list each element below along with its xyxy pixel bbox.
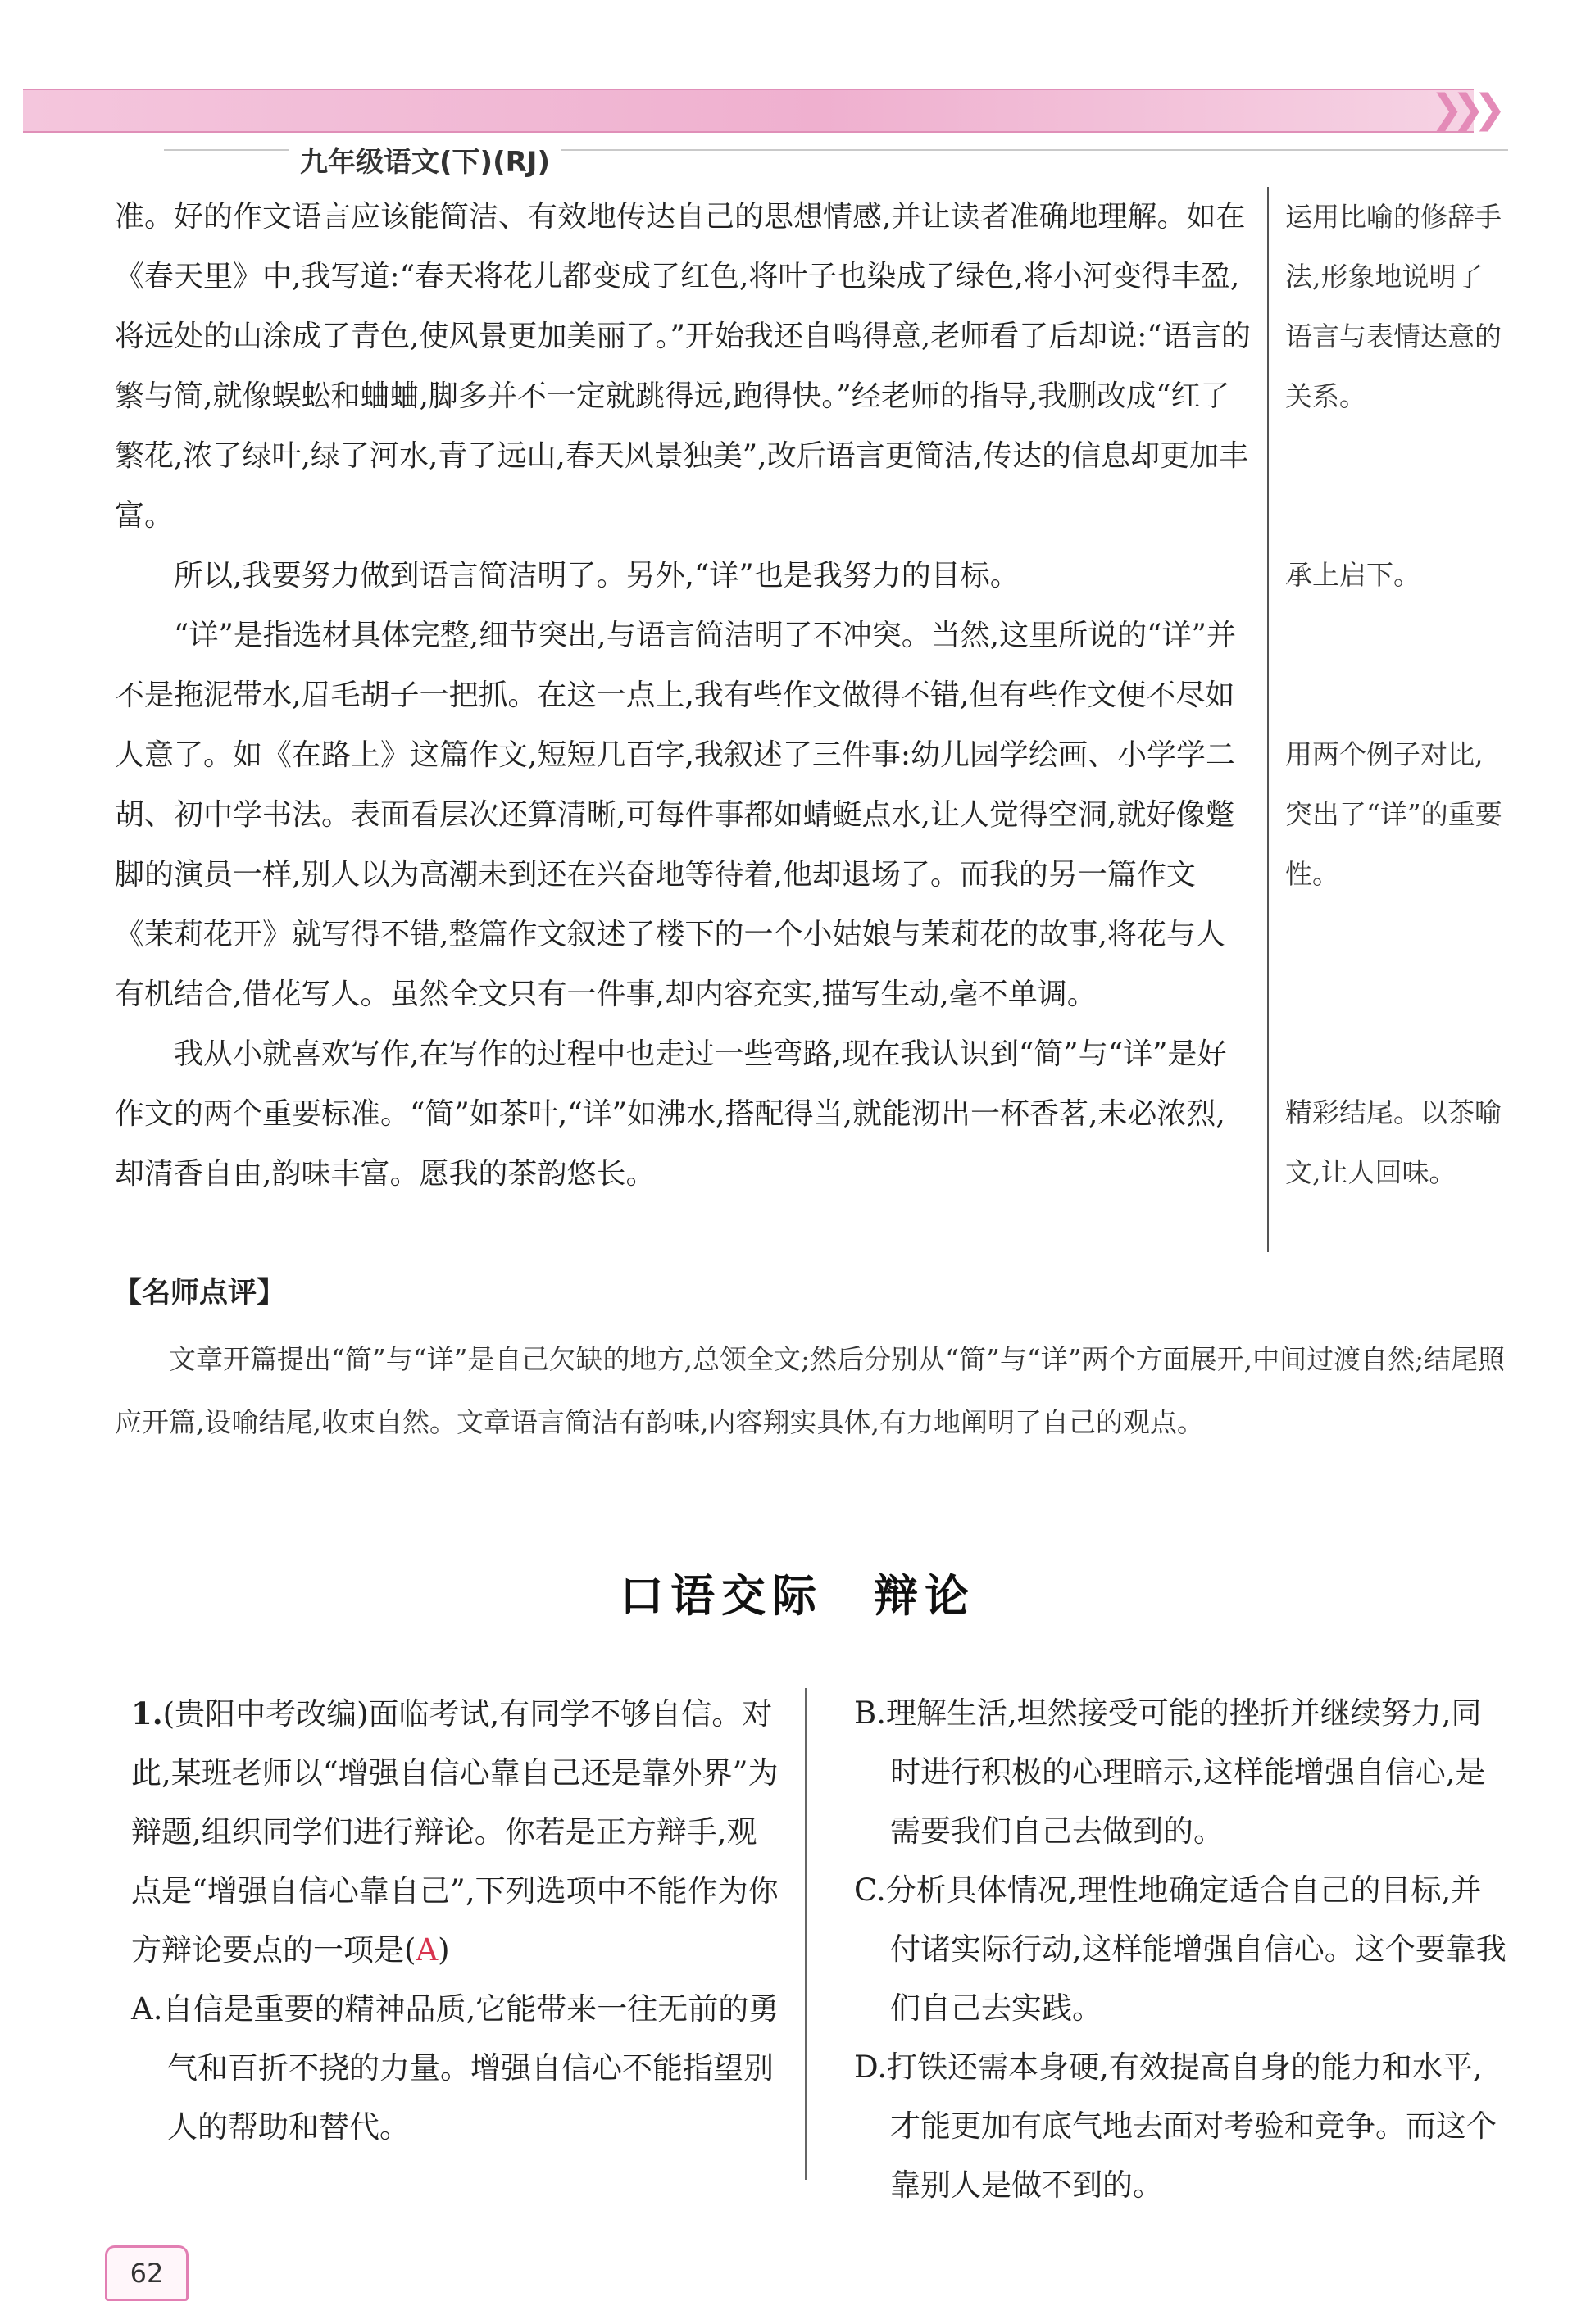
option-d[interactable] [854, 2038, 1510, 2215]
margin-note: 承上启下。 [1285, 559, 1420, 591]
margin-note: 运用比喻的修辞手法,形象地说明了语言与表情达意的关系。 [1285, 201, 1502, 412]
essay-body [115, 187, 1254, 1204]
margin-note: 精彩结尾。以茶喻文,让人回味。 [1285, 1096, 1502, 1188]
option-text: 分析具体情况,理性地确定适合自己的目标,并付诸实际行动,这样能增强自信心。这个要靠我们自己去实践。 [885, 1872, 1506, 2026]
option-label: D. [854, 2049, 888, 2085]
option-text: 理解生活,坦然接受可能的挫折并继续努力,同时进行积极的心理暗示,这样能增强自信心,是需要我们自己去做到的。 [885, 1695, 1486, 1849]
essay-paragraph: “详”是指选材具体完整,细节突出,与语言简洁明了不冲突。当然,这里所说的“详”并不是拖泥带水,眉毛胡子一把抓。在这一点上,我有些作文做得不错,但有些作文便不尽如人意了。如《在路上》这篇作文,短短几百字,我叙述了三件事:幼儿园学绘画、小学学二胡、初中学书法。表面看层次还算清晰,可每件事都如蜻蜓点水,让人觉得空洞,就好像蹩脚的演员一样,别人以为高潮未到还在兴奋地等待着,他却退场了。而我的另一篇作文《茉莉花开》就写得不错,整篇作文叙述了楼下的一个小姑娘与茉莉花的故事,将花与人有机结合,借花写人。虽然全文只有一件事,却内容充实,描写生动,毫不单调。 [115, 619, 1236, 1011]
margin-divider [1267, 187, 1269, 1252]
option-c[interactable] [854, 1861, 1510, 2038]
option-text: 打铁还需本身硬,有效提高自身的能力和水平,才能更加有底气地去面对考验和竞争。而这个靠别人是做不到的。 [887, 2049, 1497, 2203]
option-label: B. [854, 1695, 886, 1731]
option-b[interactable] [854, 1684, 1510, 1861]
review-heading: 【名师点评】 [113, 1277, 286, 1310]
answer-value: A [416, 1932, 439, 1968]
option-label: A. [131, 1991, 163, 2027]
question-stem [131, 1684, 787, 1980]
question-number: 1. [131, 1695, 163, 1732]
page-number: 62 [105, 2245, 189, 2301]
question-stem-end: ) [438, 1932, 450, 1968]
question-right-column [854, 1684, 1510, 2215]
chevron-right-icon: ❯❯❯ [1430, 86, 1495, 132]
review-text: 文章开篇提出“简”与“详”是自己欠缺的地方,总领全文;然后分别从“简”与“详”两个方面展开,中间过渡自然;结尾照应开篇,设喻结尾,收束自然。文章语言简洁有韵味,内容翔实具体,有力地阐明了自己的观点。 [115, 1343, 1506, 1438]
essay-paragraph: 准。好的作文语言应该能简洁、有效地传达自己的思想情感,并让读者准确地理解。如在《春天里》中,我写道:“春天将花儿都变成了红色,将叶子也染成了绿色,将小河变得丰盈,将远处的山涂成了青色,使风景更加美丽了。”开始我还自鸣得意,老师看了后却说:“语言的繁与简,就像蜈蚣和蛐蛐,脚多并不一定就跳得远,跑得快。”经老师的指导,我删改成“红了繁花,浓了绿叶,绿了河水,青了远山,春天风景独美”,改后语言更简洁,传达的信息却更加丰富。 [115, 200, 1251, 533]
margin-note: 用两个例子对比,突出了“详”的重要性。 [1285, 738, 1502, 890]
essay-paragraph: 我从小就喜欢写作,在写作的过程中也走过一些弯路,现在我认识到“简”与“详”是好作文的两个重要标准。“简”如茶叶,“详”如沸水,搭配得当,就能沏出一杯香茗,未必浓烈,却清香自由,韵味丰富。愿我的茶韵悠长。 [115, 1037, 1227, 1191]
option-text: 自信是重要的精神品质,它能带来一往无前的勇气和百折不挠的力量。增强自信心不能指望别人的帮助和替代。 [162, 1991, 779, 2145]
header-banner [23, 89, 1474, 133]
question-left-column [131, 1684, 787, 2157]
essay-paragraph: 所以,我要努力做到语言简洁明了。另外,“详”也是我努力的目标。 [174, 559, 1020, 592]
question-text: 面临考试,有同学不够自信。对此,某班老师以“增强自信心靠自己还是靠外界”为辩题,组织同学们进行辩论。你若是正方辩手,观点是“增强自信心靠自己”,下列选项中不能作为你方辩论要点的一项是( [131, 1696, 779, 1968]
book-title: 九年级语文(下)(RJ) [289, 139, 561, 179]
section-title: 口语交际 辩论 [620, 1570, 975, 1622]
option-a[interactable] [131, 1980, 787, 2157]
question-source: (贵阳中考改编) [162, 1696, 369, 1732]
option-label: C. [854, 1872, 886, 1908]
column-divider [805, 1688, 807, 2180]
